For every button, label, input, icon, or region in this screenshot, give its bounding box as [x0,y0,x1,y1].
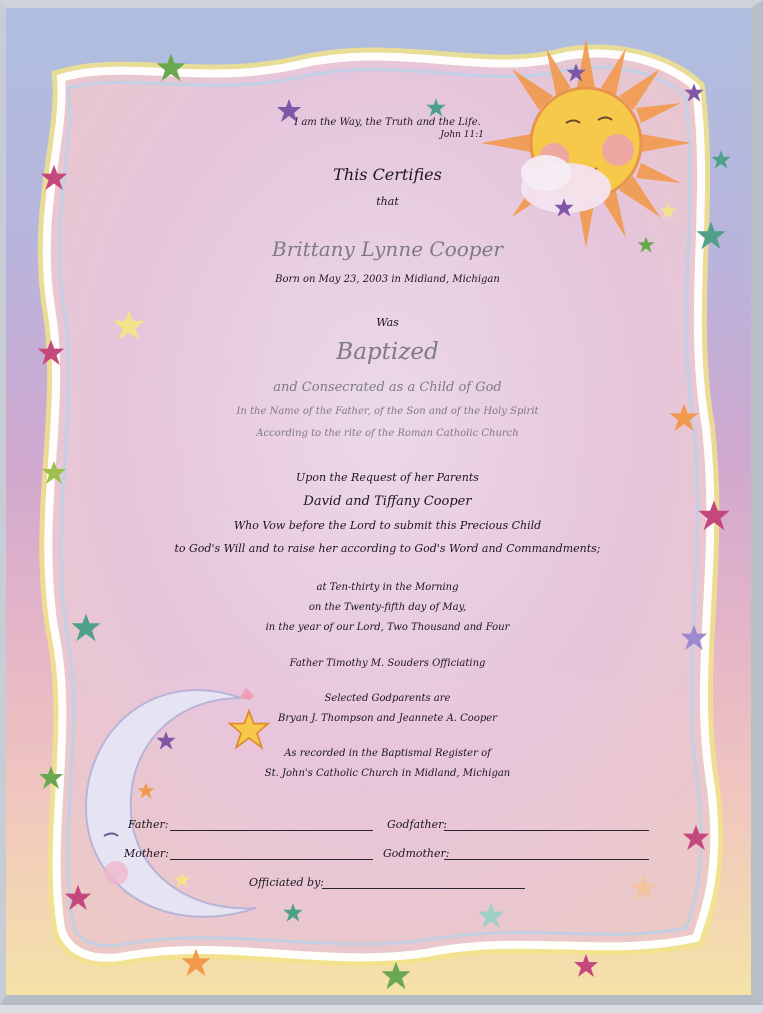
godmother-signature-line[interactable] [444,859,649,860]
consecrated-line: and Consecrated as a Child of God [273,380,502,395]
godfather-label: Godfather: [387,818,448,831]
heading: This Certifies [333,165,442,184]
border-decoration [6,8,763,1013]
father-label: Father: [128,818,169,831]
rite-line: According to the rite of the Roman Catholic Church [256,428,519,439]
baptized-title: Baptized [336,339,439,365]
birth-info: Born on May 23, 2003 in Midland, Michigan [275,274,500,285]
mother-signature-line[interactable] [170,859,373,860]
register-line-1: As recorded in the Baptismal Register of [284,748,491,759]
time-line-2: on the Twenty-fifth day of May, [308,602,467,613]
was-label: Was [376,316,399,329]
officiant-line: Father Timothy M. Souders Officiating [289,658,486,669]
parents-names: David and Tiffany Cooper [303,494,472,509]
time-line-1: at Ten-thirty in the Morning [316,582,459,593]
mother-label: Mother: [124,847,169,860]
father-signature-line[interactable] [170,830,373,831]
trinity-line: In the Name of the Father, of the Son and of the Holy Spirit [236,406,539,417]
godparents-intro: Selected Godparents are [324,693,451,704]
godfather-signature-line[interactable] [444,830,649,831]
bible-verse: I am the Way, the Truth and the Life. [294,117,481,128]
time-line-3: in the year of our Lord, Two Thousand and Four [265,622,510,633]
officiated-by-signature-line[interactable] [322,888,525,889]
vow-line-2: to God's Will and to raise her according to God's Word and Commandments; [174,542,601,555]
request-line: Upon the Request of her Parents [296,471,479,484]
godmother-label: Godmother: [383,847,450,860]
verse-reference: John 11:1 [440,130,484,140]
officiated-by-label: Officiated by: [249,876,324,889]
vow-line-1: Who Vow before the Lord to submit this Precious Child [233,519,542,532]
register-line-2: St. John's Catholic Church in Midland, Michigan [264,768,511,779]
child-name: Brittany Lynne Cooper [272,237,503,261]
sun-icon [481,38,691,248]
godparents-names: Bryan J. Thompson and Jeannete A. Cooper [278,713,497,724]
that-label: that [376,195,399,208]
